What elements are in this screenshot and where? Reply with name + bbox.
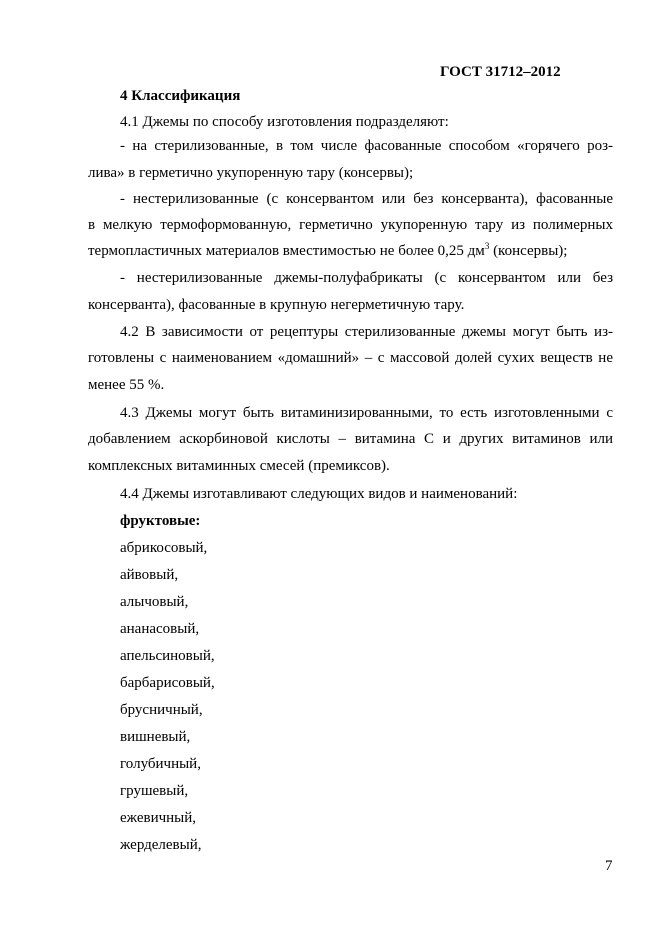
bullet-nonsterilized-line-2: в мелкую термоформованную, герметично укупоренную тару из полимерных [88,217,613,233]
bullet-nonsterilized-line-3b: (консервы); [489,243,568,259]
bullet-sterilized-line-1: - на стерилизованные, в том числе фасованные способом «горячего роз- [120,138,613,154]
paragraph-4-3-line-1: 4.3 Джемы могут быть витаминизированными, то есть изготовленными с [120,405,613,421]
paragraph-4-3-line-3: комплексных витаминных смесей (премиксов). [88,458,390,474]
bullet-semifinished-line-2: консерванта), фасованные в крупную негерметичную тару. [88,297,465,313]
list-item: грушевый, [120,783,189,799]
paragraph-4-2-line-3: менее 55 %. [88,377,165,393]
list-item: вишневый, [120,729,191,745]
list-item: алычовый, [120,594,189,610]
list-item: брусничный, [120,702,203,718]
list-item: жерделевый, [120,837,202,853]
list-item: ананасовый, [120,621,200,637]
paragraph-4-1: 4.1 Джемы по способу изготовления подразделяют: [120,114,449,130]
paragraph-4-3-line-2: добавлением аскорбиновой кислоты – витамина С и других витаминов или [88,431,613,447]
document-header-standard: ГОСТ 31712–2012 [440,64,561,80]
bullet-nonsterilized-line-1: - нестерилизованные (с консервантом или без консерванта), фасованные [120,191,613,207]
bullet-nonsterilized-line-3a: термопластичных материалов вместимостью не более 0,25 дм [88,243,485,259]
bullet-nonsterilized-line-3 [88,241,613,261]
list-item: апельсиновый, [120,648,215,664]
superscript-3: 3 [484,241,490,251]
section-title: 4 Классификация [120,88,241,104]
paragraph-4-4: 4.4 Джемы изготавливают следующих видов и наименований: [120,486,518,502]
list-item: голубичный, [120,756,201,772]
list-item: айвовый, [120,567,179,583]
list-item: абрикосовый, [120,540,208,556]
paragraph-4-2-line-1: 4.2 В зависимости от рецептуры стерилизованные джемы могут быть из- [120,324,613,340]
list-item: барбарисовый, [120,675,215,691]
bullet-semifinished-line-1: - нестерилизованные джемы-полуфабрикаты (с консервантом или без [120,270,613,286]
list-item: ежевичный, [120,810,197,826]
bullet-sterilized-line-2: лива» в герметично укупоренную тару (консервы); [88,165,414,181]
paragraph-4-2-line-2: готовлены с наименованием «домашний» – с массовой долей сухих веществ не [88,350,613,366]
list-heading-fruit: фруктовые: [120,513,201,529]
page-number: 7 [605,858,613,874]
